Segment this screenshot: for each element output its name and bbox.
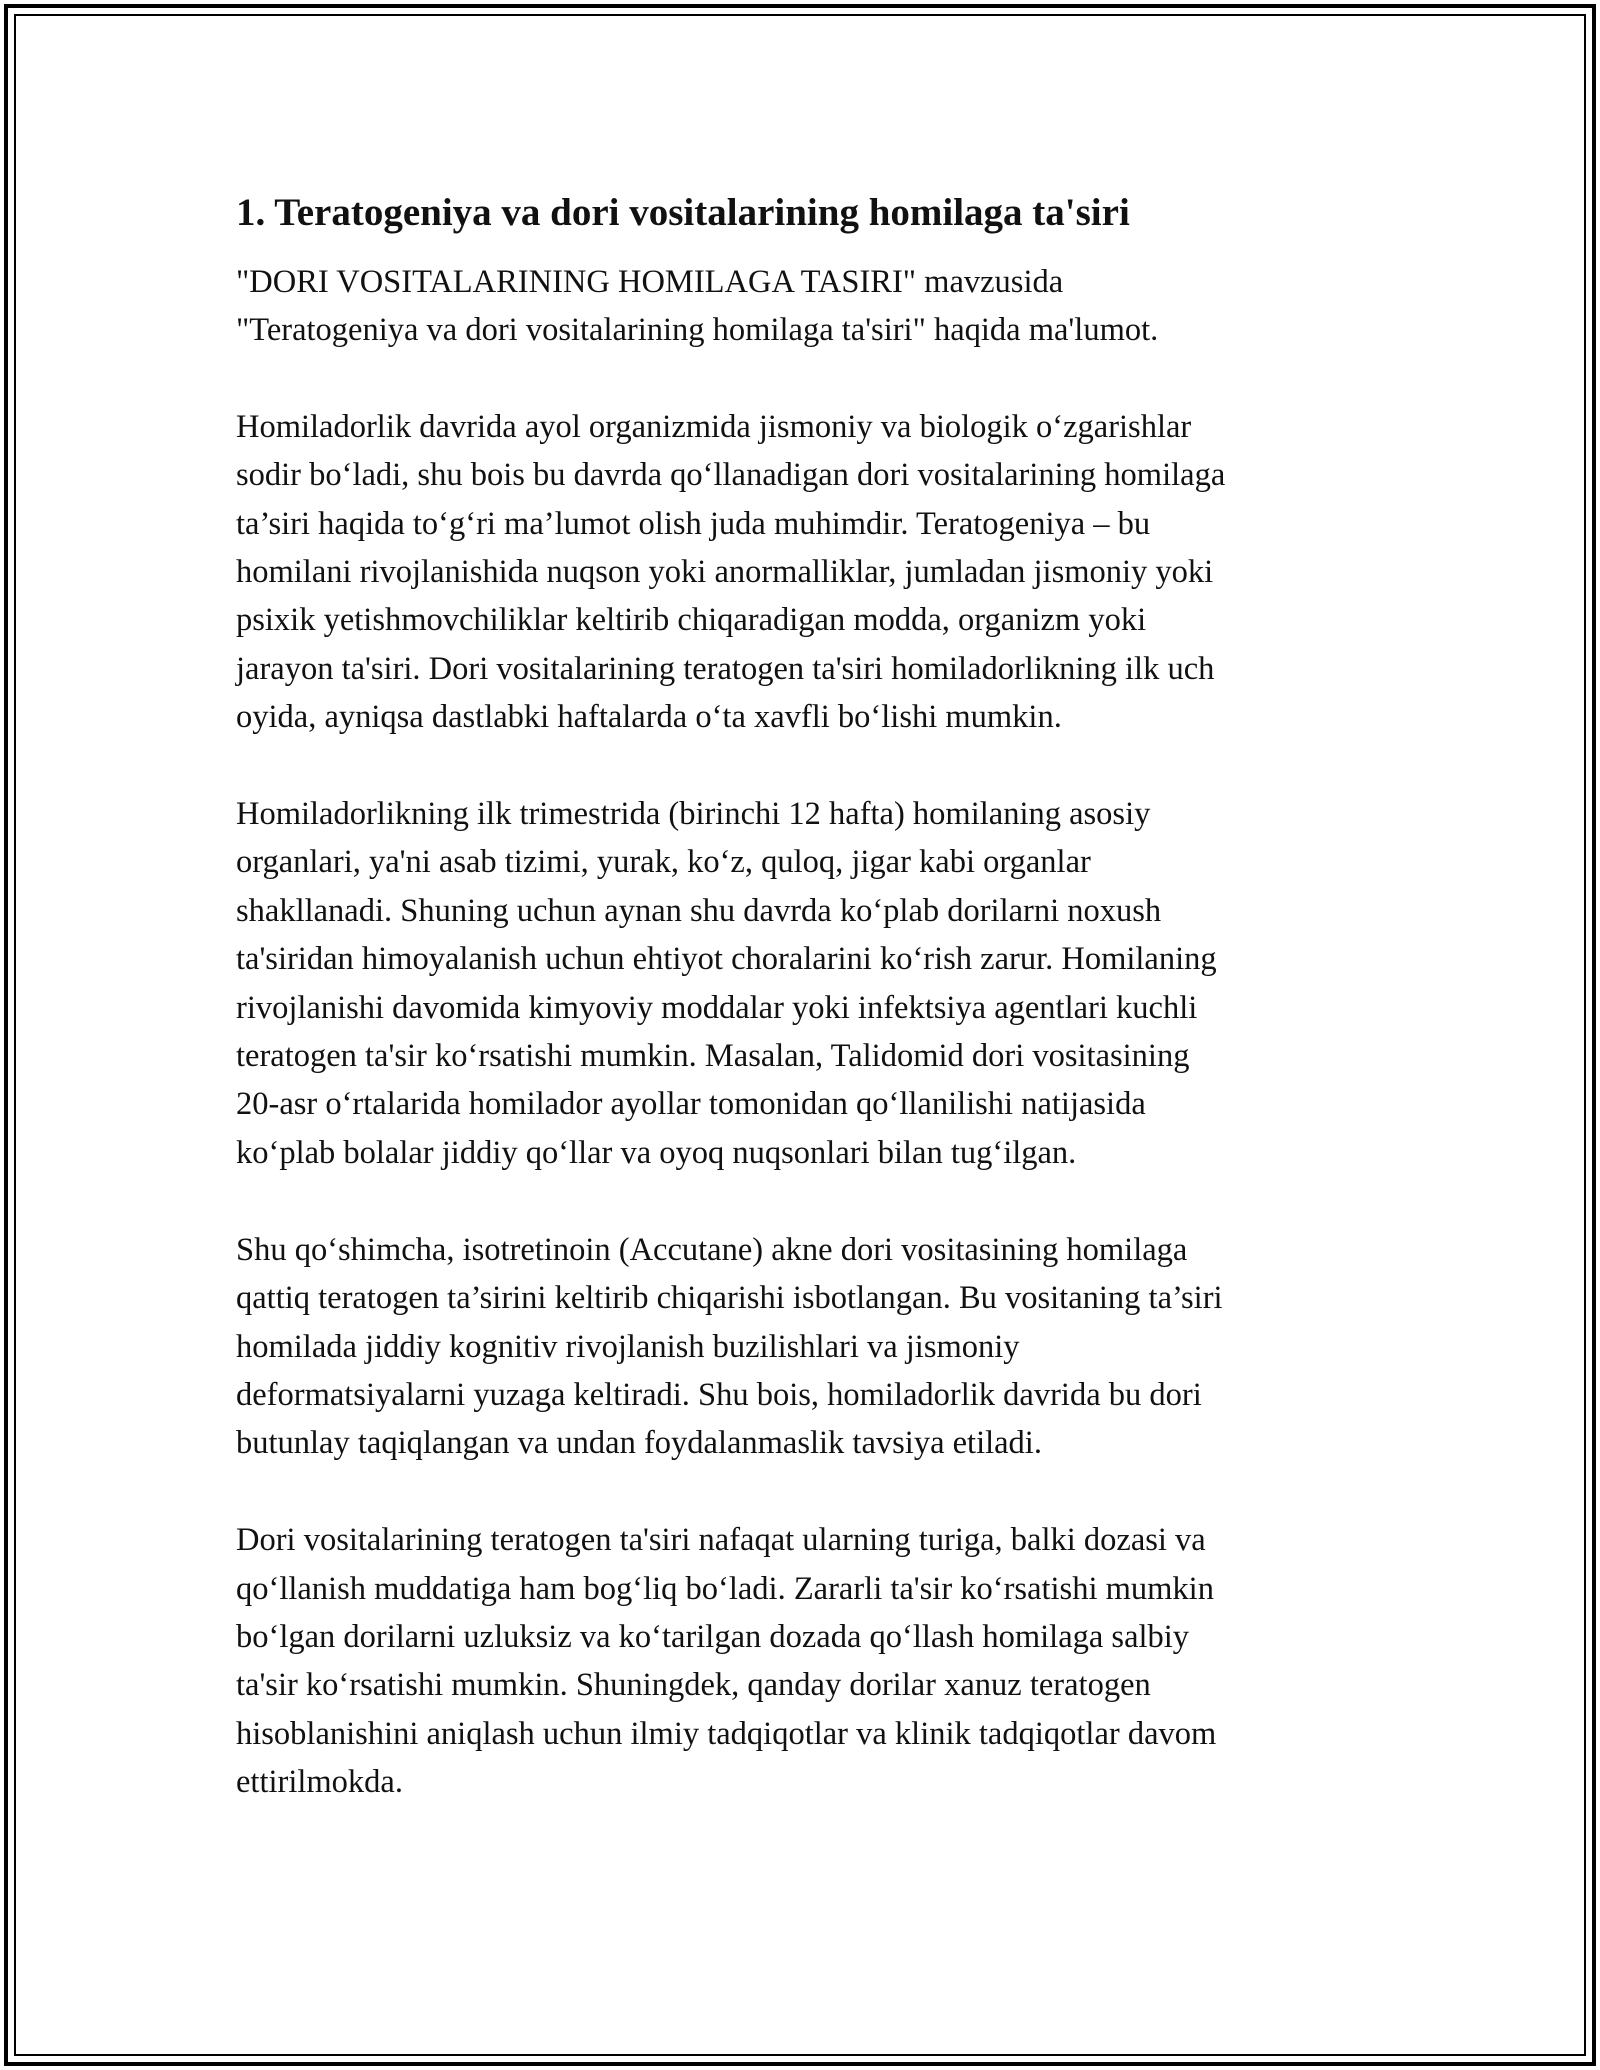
paragraph-line: psixik yetishmovchiliklar keltirib chiqaradigan modda, organizm yoki [236,602,1147,639]
paragraph-line: deformatsiyalarni yuzaga keltiradi. Shu bois, homiladorlik davrida bu dori [236,1376,1202,1413]
body-paragraph [236,1226,1366,1468]
paragraph-line: Dori vositalarining teratogen ta'siri nafaqat ularning turiga, balki dozasi va [236,1522,1206,1559]
section-heading: 1. Teratogeniya va dori vositalarining homilaga ta'siri [236,191,1130,234]
paragraph-line: Shu qo‘shimcha, isotretinoin (Accutane) akne dori vositasining homilaga [236,1231,1188,1268]
body-paragraph [236,1516,1366,1806]
paragraph-line: homilada jiddiy kognitiv rivojlanish buzilishlari va jismoniy [236,1328,1020,1365]
paragraph-line: ta'sir ko‘rsatishi mumkin. Shuningdek, qanday dorilar xanuz teratogen [236,1667,1151,1704]
paragraph-line: teratogen ta'sir ko‘rsatishi mumkin. Masalan, Talidomid dori vositasining [236,1038,1190,1075]
document-body [236,188,1366,1855]
paragraph-line: ettirilmokda. [236,1764,403,1801]
paragraph-line: jarayon ta'siri. Dori vositalarining teratogen ta'siri homiladorlikning ilk uch [236,650,1215,687]
paragraph-line: shakllanadi. Shuning uchun aynan shu davrda ko‘plab dorilarni noxush [236,892,1162,929]
paragraph-line: butunlay taqiqlangan va undan foydalanmaslik tavsiya etiladi. [236,1425,1042,1462]
paragraph-line: Homiladorlikning ilk trimestrida (birinchi 12 hafta) homilaning asosiy [236,796,1151,833]
intro-paragraph [236,258,1366,355]
paragraph-line: qo‘llanish muddatiga ham bog‘liq bo‘ladi. Zararli ta'sir ko‘rsatishi mumkin [236,1570,1214,1607]
paragraphs-container [236,403,1366,1807]
paragraph-line: rivojlanishi davomida kimyoviy moddalar yoki infektsiya agentlari kuchli [236,989,1198,1026]
paragraph-line: oyida, ayniqsa dastlabki haftalarda o‘ta xavfli bo‘lishi mumkin. [236,699,1062,736]
paragraph-line: homilani rivojlanishida nuqson yoki anormalliklar, jumladan jismoniy yoki [236,554,1214,591]
paragraph-line: sodir bo‘ladi, shu bois bu davrda qo‘llanadigan dori vositalarining homilaga [236,457,1226,494]
paragraph-line: 20-asr o‘rtalarida homilador ayollar tomonidan qo‘llanilishi natijasida [236,1086,1146,1123]
paragraph-line: organlari, ya'ni asab tizimi, yurak, ko‘z, quloq, jigar kabi organlar [236,844,1091,881]
paragraph-line: hisoblanishini aniqlash uchun ilmiy tadqiqotlar va klinik tadqiqotlar davom [236,1715,1217,1752]
body-paragraph [236,403,1366,742]
paragraph-line: qattiq teratogen ta’sirini keltirib chiqarishi isbotlangan. Bu vositaning ta’siri [236,1280,1223,1317]
body-paragraph [236,790,1366,1177]
paragraph-line: Homiladorlik davrida ayol organizmida jismoniy va biologik o‘zgarishlar [236,408,1192,445]
paragraph-line: ta’siri haqida to‘g‘ri ma’lumot olish juda muhimdir. Teratogeniya – bu [236,505,1151,542]
paragraph-line: ta'siridan himoyalanish uchun ehtiyot choralarini ko‘rish zarur. Homilaning [236,941,1217,978]
intro-line: "Teratogeniya va dori vositalarining homilaga ta'siri" haqida ma'lumot. [236,312,1159,349]
paragraph-line: bo‘lgan dorilarni uzluksiz va ko‘tarilgan dozada qo‘llash homilaga salbiy [236,1618,1190,1655]
intro-line: "DORI VOSITALARINING HOMILAGA TASIRI" mavzusida [236,264,1064,300]
paragraph-line: ko‘plab bolalar jiddiy qo‘llar va oyoq nuqsonlari bilan tug‘ilgan. [236,1134,1077,1171]
